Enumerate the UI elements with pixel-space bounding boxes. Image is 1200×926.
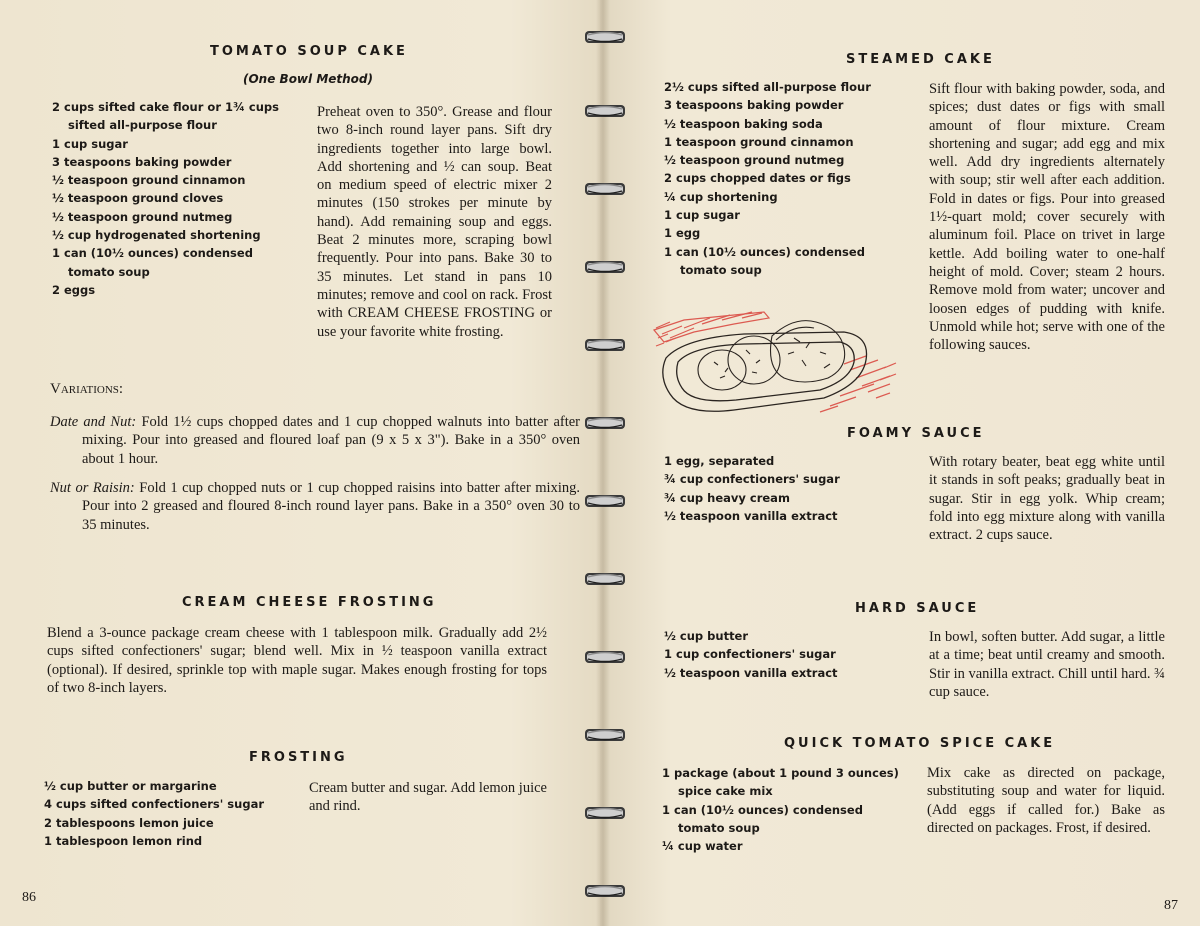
ingredient-item: tomato soup	[680, 262, 762, 277]
frosting-ingredients	[44, 777, 304, 850]
page-number: 86	[22, 890, 36, 905]
spiral-ring	[582, 26, 628, 48]
ingredient-item: ½ teaspoon vanilla extract	[664, 665, 838, 680]
quick-tomato-spice-cake-title: QUICK TOMATO SPICE CAKE	[784, 736, 1056, 751]
ingredient-item: ½ cup butter or margarine	[44, 779, 217, 793]
ingredient-item: 2 cups sifted cake flour or 1¾ cups	[52, 100, 279, 114]
ingredient-item: 2½ cups sifted all-purpose flour	[664, 80, 871, 94]
ingredient-item: 1 can (10½ ounces) condensed	[664, 244, 865, 259]
hard-sauce-title: HARD SAUCE	[855, 601, 980, 616]
spiral-ring	[582, 724, 628, 746]
hard-sauce-directions: In bowl, soften butter. Add sugar, a little at a time; beat until creamy and smooth. Stir in vanilla extract. Chill until hard. ¾ cup sauce.	[929, 629, 1165, 700]
platter	[663, 332, 867, 411]
steamed-cake-ingredients	[664, 78, 924, 279]
tomato-soup-cake-subtitle: (One Bowl Method)	[243, 72, 373, 86]
ingredient-item: 1 package (about 1 pound 3 ounces)	[662, 766, 899, 780]
variation-date-and-nut	[50, 413, 580, 468]
ingredient-item: ½ cup butter	[664, 629, 749, 643]
ingredient-item: 1 cup confectioners' sugar	[664, 647, 836, 662]
ingredient-item: 1 can (10½ ounces) condensed	[52, 246, 253, 261]
ingredient-item: tomato soup	[678, 820, 760, 835]
ingredient-item: ½ teaspoon vanilla extract	[664, 508, 838, 523]
spiral-ring	[582, 802, 628, 824]
frosting-directions: Cream butter and sugar. Add lemon juice and rind.	[309, 780, 547, 815]
ingredient-item: ½ teaspoon ground cloves	[52, 191, 224, 206]
ingredient-item: ½ cup hydrogenated shortening	[52, 228, 261, 243]
steamed-pudding-illustration	[644, 298, 914, 426]
ingredient-item: 1 teaspoon ground cinnamon	[664, 134, 854, 149]
foamy-sauce-ingredients	[664, 452, 924, 525]
frosting-title: FROSTING	[249, 750, 348, 765]
spiral-ring	[582, 490, 628, 512]
variation-nut-or-raisin	[50, 479, 580, 534]
quick-tomato-spice-cake-directions: Mix cake as directed on package, substituting soup and water for liquid. (Add eggs if called for.) Bake as directed on packages. Frost, if desired.	[927, 765, 1165, 836]
tomato-soup-cake-title: TOMATO SOUP CAKE	[210, 44, 408, 59]
ingredient-item: spice cake mix	[678, 784, 773, 799]
foamy-sauce-title: FOAMY SAUCE	[847, 426, 985, 441]
ingredient-item: 1 egg, separated	[664, 454, 775, 468]
ingredient-item: ¾ cup heavy cream	[664, 490, 790, 505]
spiral-ring	[582, 178, 628, 200]
spiral-ring	[582, 256, 628, 278]
variation-text: Fold 1 cup chopped nuts or 1 cup chopped raisins into batter after mixing. Pour into 2 greased and floured 8-inch round layer pans. Bake in a 350° oven 30 to 35 minutes.	[82, 480, 580, 533]
pudding-slices	[698, 321, 845, 390]
variations-heading: Variations:	[50, 381, 124, 397]
cream-cheese-frosting-title: CREAM CHEESE FROSTING	[182, 595, 437, 610]
ingredient-item: ½ teaspoon ground nutmeg	[52, 209, 233, 224]
ingredient-item: 3 teaspoons baking powder	[664, 98, 844, 113]
cream-cheese-frosting-text: Blend a 3-ounce package cream cheese with 1 tablespoon milk. Gradually add 2½ cups sifted confectioners' sugar; blend well. Mix in ½ teaspoon vanilla extract (optional). If desired, sprinkle top with maple sugar. Makes enough frosting for tops of two 8-inch layers.	[47, 625, 547, 696]
ingredient-item: 2 eggs	[52, 282, 96, 297]
spiral-ring	[582, 412, 628, 434]
spiral-ring	[582, 334, 628, 356]
variation-name: Date and Nut:	[50, 414, 137, 430]
page-number: 87	[1164, 898, 1178, 913]
variation-name: Nut or Raisin:	[50, 480, 135, 496]
ingredient-item: 3 teaspoons baking powder	[52, 154, 232, 169]
spiral-ring	[582, 880, 628, 902]
ingredient-item: 1 cup sugar	[664, 208, 740, 223]
ingredient-item: ½ teaspoon ground nutmeg	[664, 153, 845, 168]
ingredient-item: ¼ cup shortening	[664, 189, 778, 204]
ingredient-item: 1 tablespoon lemon rind	[44, 833, 203, 848]
tomato-soup-cake-ingredients	[52, 98, 312, 299]
variation-text: Fold 1½ cups chopped dates and 1 cup chopped walnuts into batter after mixing. Pour into greased and floured loaf pan (9 x 5 x 3"). Bake in a 350° oven about 1 hour.	[82, 414, 581, 467]
foamy-sauce-directions: With rotary beater, beat egg white until it stands in soft peaks; gradually beat in sugar. Stir in egg yolk. Whip cream; fold into egg mixture along with vanilla extract. 2 cups sauce.	[929, 454, 1165, 544]
tomato-soup-cake-directions: Preheat oven to 350°. Grease and flour two 8-inch round layer pans. Sift dry ingredients together into large bowl. Add shortening and ½ can soup. Beat on medium speed of electric mixer 2 minutes (150 strokes per minute by hand). Add remaining soup and eggs. Beat 2 minutes more, scraping bowl frequently. Pour into pans. Bake 30 to 35 minutes. Let stand in pans 10 minutes; remove and cool on rack. Frost with CREAM CHEESE FROSTING or use your favorite white frosting.	[317, 104, 552, 340]
ingredient-item: ¾ cup confectioners' sugar	[664, 472, 840, 487]
ingredient-item: ½ teaspoon ground cinnamon	[52, 173, 246, 188]
ingredient-item: 1 cup sugar	[52, 136, 128, 151]
ingredient-item: ¼ cup water	[662, 839, 743, 854]
ingredient-item: 2 cups chopped dates or figs	[664, 171, 851, 186]
ingredient-item: sifted all-purpose flour	[68, 118, 217, 133]
spiral-binding	[582, 0, 628, 926]
quick-tomato-spice-cake-ingredients	[662, 764, 922, 855]
ingredient-item: ½ teaspoon baking soda	[664, 116, 823, 131]
steamed-cake-title: STEAMED CAKE	[846, 52, 995, 67]
red-shading	[654, 312, 896, 412]
spiral-ring	[582, 568, 628, 590]
ingredient-item: 1 can (10½ ounces) condensed	[662, 802, 863, 817]
hard-sauce-ingredients	[664, 627, 924, 682]
spiral-ring	[582, 646, 628, 668]
steamed-cake-directions: Sift flour with baking powder, soda, and spices; dust dates or figs with small amount of flour mixture. Cream shortening and sugar; add egg and mix well. Add dry ingredients alternately with soup; stir well after each addition. Fold in dates or figs. Pour into greased 1½-quart mold; cover securely with aluminum foil. Place on trivet in large kettle. Add boiling water to one-half height of mold. Cover; steam 2 hours. Remove mold from water; uncover and loosen edges of pudding with knife. Unmold while hot; serve with one of the following sauces.	[929, 81, 1165, 354]
right-page	[600, 0, 1200, 926]
spiral-ring	[582, 100, 628, 122]
ingredient-item: 2 tablespoons lemon juice	[44, 815, 214, 830]
ingredient-item: 4 cups sifted confectioners' sugar	[44, 797, 264, 812]
ingredient-item: tomato soup	[68, 264, 150, 279]
ingredient-item: 1 egg	[664, 226, 701, 241]
